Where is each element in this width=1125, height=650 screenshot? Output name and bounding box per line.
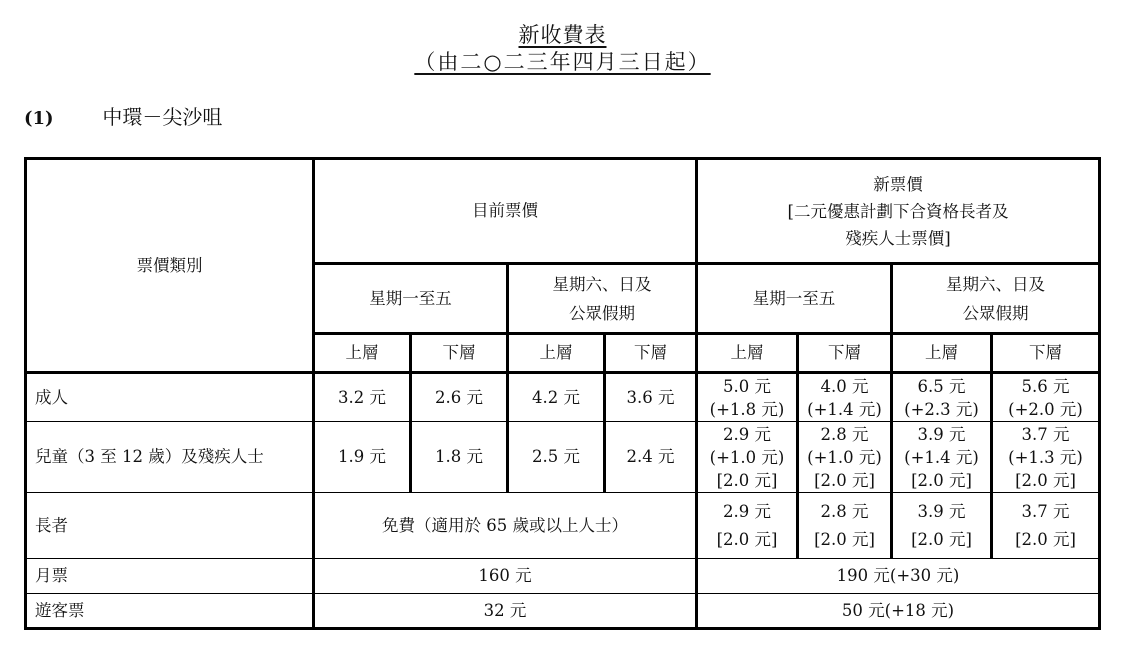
fare-value: 5.0 元: [723, 376, 771, 396]
fare-cell: [798, 373, 892, 422]
header-new-fare: [697, 159, 1100, 264]
fare-cell: [892, 373, 992, 422]
section-title: 中環－尖沙咀: [102, 105, 223, 129]
weekend-line2: 公眾假期: [962, 303, 1029, 323]
header-lower: 下層: [992, 334, 1100, 373]
row-label: 成人: [26, 373, 314, 422]
header-new-fare-line2: [二元優惠計劃下合資格長者及: [787, 201, 1009, 221]
weekend-line2: 公眾假期: [569, 303, 635, 323]
fare-cell: 2.4 元: [605, 422, 697, 493]
fare-value: 2.9 元: [723, 424, 771, 444]
header-category: 票價類別: [26, 159, 314, 373]
fare-cell: 2.5 元: [508, 422, 605, 493]
concession-fare: [2.0 元]: [1015, 470, 1076, 490]
fare-cell: [992, 493, 1100, 559]
concession-fare: [2.0 元]: [814, 470, 875, 490]
fare-cell: 2.6 元: [411, 373, 508, 422]
fare-increase: (+1.3 元): [1008, 447, 1083, 467]
fare-cell-free: 免費（適用於 65 歲或以上人士）: [314, 493, 697, 559]
section-heading: [24, 104, 222, 132]
fare-value: 2.8 元: [820, 501, 869, 521]
fare-increase: (+1.4 元): [807, 399, 882, 419]
fare-cell: [992, 373, 1100, 422]
fare-increase: (+2.3 元): [904, 399, 979, 419]
fare-cell: [697, 422, 798, 493]
weekend-line1: 星期六、日及: [946, 274, 1045, 294]
fare-cell: [798, 422, 892, 493]
fare-increase: (+1.4 元): [904, 447, 979, 467]
fare-value: 3.9 元: [917, 501, 966, 521]
header-row-1: [26, 159, 1100, 264]
row-tourist: [26, 594, 1100, 629]
weekend-line1: 星期六、日及: [552, 274, 652, 294]
header-lower: 下層: [798, 334, 892, 373]
header-upper: 上層: [892, 334, 992, 373]
concession-fare: [2.0 元]: [1015, 529, 1076, 549]
row-child: [26, 422, 1100, 493]
fare-value: 3.9 元: [917, 424, 966, 444]
fare-cell: [697, 493, 798, 559]
fare-cell: 1.8 元: [411, 422, 508, 493]
header-upper: 上層: [314, 334, 411, 373]
document-subtitle: （由二○二三年四月三日起）: [414, 50, 711, 74]
header-new-fare-line1: 新票價: [873, 174, 923, 194]
header-new-weekday: 星期一至五: [697, 264, 892, 334]
row-adult: [26, 373, 1100, 422]
concession-fare: [2.0 元]: [911, 529, 972, 549]
title-block: [0, 22, 1125, 76]
header-upper: 上層: [508, 334, 605, 373]
fare-value: 5.6 元: [1021, 376, 1070, 396]
section-number: (1): [24, 108, 54, 129]
row-label: 兒童（3 至 12 歲）及殘疾人士: [26, 422, 314, 493]
fare-cell: [697, 373, 798, 422]
concession-fare: [2.0 元]: [716, 529, 778, 549]
header-current-weekend: [508, 264, 697, 334]
fare-cell: 3.2 元: [314, 373, 411, 422]
fare-cell: 3.6 元: [605, 373, 697, 422]
row-elderly: [26, 493, 1100, 559]
fare-increase: (+1.0 元): [709, 447, 785, 467]
concession-fare: [2.0 元]: [814, 529, 875, 549]
fare-table: [24, 157, 1101, 630]
fare-value: 2.8 元: [820, 424, 869, 444]
fare-value: 2.9 元: [723, 501, 771, 521]
fare-cell: 1.9 元: [314, 422, 411, 493]
row-label: 遊客票: [26, 594, 314, 629]
header-upper: 上層: [697, 334, 798, 373]
fare-value: 6.5 元: [917, 376, 966, 396]
row-monthly: [26, 559, 1100, 594]
header-lower: 下層: [605, 334, 697, 373]
fare-cell: 32 元: [314, 594, 697, 629]
fare-cell: 4.2 元: [508, 373, 605, 422]
concession-fare: [2.0 元]: [716, 470, 778, 490]
header-new-fare-line3: 殘疾人士票價]: [845, 228, 951, 248]
row-label: 月票: [26, 559, 314, 594]
document-title: 新收費表: [518, 23, 607, 47]
fare-cell: [892, 422, 992, 493]
fare-cell: [892, 493, 992, 559]
fare-cell: 190 元(+30 元): [697, 559, 1100, 594]
fare-cell: 50 元(+18 元): [697, 594, 1100, 629]
fare-value: 3.7 元: [1021, 424, 1070, 444]
fare-increase: (+1.0 元): [807, 447, 882, 467]
header-current-weekday: 星期一至五: [314, 264, 508, 334]
fare-cell: [992, 422, 1100, 493]
fare-cell: [798, 493, 892, 559]
fare-increase: (+1.8 元): [709, 399, 785, 419]
concession-fare: [2.0 元]: [911, 470, 972, 490]
fare-value: 4.0 元: [820, 376, 869, 396]
fare-cell: 160 元: [314, 559, 697, 594]
fare-value: 3.7 元: [1021, 501, 1070, 521]
header-lower: 下層: [411, 334, 508, 373]
header-new-weekend: [892, 264, 1100, 334]
row-label: 長者: [26, 493, 314, 559]
header-current-fare: 目前票價: [314, 159, 697, 264]
fare-increase: (+2.0 元): [1008, 399, 1083, 419]
